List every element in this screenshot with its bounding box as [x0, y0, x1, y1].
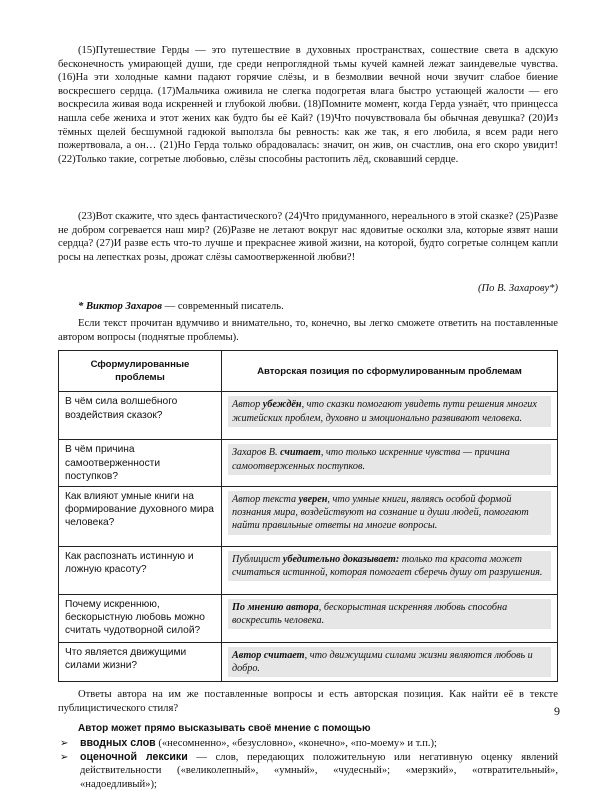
problem-cell: Как влияют умные книги на формирование духовного мира человека?	[59, 486, 222, 546]
table-row	[59, 392, 558, 440]
problem-cell: В чём причина самоотверженности поступков?	[59, 440, 222, 487]
section-subheading: Автор может прямо высказывать своё мнение с помощью	[78, 722, 371, 734]
author-position-paragraph: Ответы автора на им же поставленные вопросы и есть авторская позиция. Как найти её в тексте публицистического стиля?	[58, 689, 558, 714]
position-keyword: убедительно доказывает:	[282, 553, 400, 565]
position-cell	[222, 392, 558, 440]
position-cell	[222, 642, 558, 681]
position-keyword: убеждён	[262, 399, 302, 411]
header-author-position: Авторская позиция по сформулированным проблемам	[222, 351, 558, 392]
problem-cell: Почему искреннюю, бескорыстную любовь можно считать чудотворной силой?	[59, 594, 222, 642]
position-box	[228, 599, 551, 629]
source-attribution: (По В. Захарову*)	[477, 283, 558, 294]
problem-cell: Как распознать истинную и ложную красоту?	[59, 546, 222, 594]
position-keyword: уверен	[298, 493, 328, 505]
list-item-term: вводных слов	[80, 737, 156, 750]
intro-paragraph: Если текст прочитан вдумчиво и внимательно, то, конечно, вы легко сможете ответить на поставленные автором вопросы (поднятые проблемы).	[58, 318, 558, 343]
arrow-bullet-icon: ➢	[60, 738, 69, 750]
position-box	[228, 444, 551, 474]
list-item-text: («несомненно», «безусловно», «конечно», «по-моему» и т.п.);	[155, 738, 438, 750]
position-text: только та красота может считаться истинной, которая помогает сберечь душу от разрушения.	[232, 553, 543, 579]
header-problems: Сформулированные проблемы	[59, 351, 222, 392]
problems-table	[58, 350, 558, 682]
position-box	[228, 396, 551, 426]
position-cell	[222, 440, 558, 487]
position-text: Автор	[232, 399, 263, 411]
methods-list	[58, 737, 558, 791]
position-box	[228, 647, 551, 677]
position-text: , что только искренние чувства — причина самоотверженных поступков.	[232, 447, 510, 472]
position-text: Публицист	[232, 553, 283, 565]
text-paragraph-2: (23)Вот скажите, что здесь фантастического? (24)Что придуманного, нереального в этой сказке? (25)Разве не добром согревается наш мир? (26)Разве не летают вокруг нас ядовитые осколки зла, которые язвят наши сердца? (27)И разве есть что-то лучше и прекраснее живой жизни, на которой, будто согретые солнцем капли росы на лепестках розы, дрожат слёзы самоотверженной любви?!	[58, 211, 558, 263]
position-box	[228, 551, 551, 581]
position-text: , бескорыстная искренняя любовь способна воскресить человека.	[232, 601, 508, 627]
table-row	[59, 486, 558, 546]
table-row	[59, 594, 558, 642]
arrow-bullet-icon: ➢	[60, 751, 69, 763]
table-row	[59, 642, 558, 681]
page-number: 9	[554, 704, 560, 718]
list-item-text: — слов, передающих положительную или негативную оценку явлений действительности («великолепный», «умный», «чудесный»; «мерзкий», «отвратительный», «надоедливый»);	[80, 751, 558, 790]
table-row	[59, 440, 558, 487]
position-cell	[222, 486, 558, 546]
position-box	[228, 491, 551, 535]
footnote-author-name: * Виктор Захаров	[78, 300, 162, 312]
list-item	[58, 751, 558, 792]
table-row	[59, 546, 558, 594]
position-keyword: считает	[280, 447, 321, 459]
position-text: Захаров В.	[232, 447, 281, 459]
position-text: , что умные книги, являясь особой формой познания мира, воздействуют на сознание и души людей, помогают найти правильные ответы на многие вопросы.	[232, 493, 529, 532]
position-text: Автор текста	[232, 493, 299, 505]
position-keyword: По мнению автора	[232, 601, 319, 613]
position-text: , что движущими силами жизни являются любовь и добро.	[232, 649, 533, 675]
position-cell	[222, 546, 558, 594]
list-item-term: оценочной лексики	[80, 750, 188, 763]
table-header-row	[59, 351, 558, 392]
position-cell	[222, 594, 558, 642]
footnote-description: — современный писатель.	[161, 300, 284, 312]
page-content	[58, 44, 558, 792]
problem-cell: Что является движущими силами жизни?	[59, 642, 222, 681]
author-footnote	[58, 300, 558, 314]
text-paragraph-1: (15)Путешествие Герды — это путешествие в духовных пространствах, сошествие света в адскую бесконечность умирающей души, где среди непроглядной тьмы кучей камней лежат заиндевелые чувства. (16)На эти холодные камни падают горячие слёзы, и в безмолвии вечной ночи звучит слабое биение воскресшего сердца. (17)Мальчика оживила не слегка подогретая влага быстро устающей жалости — его воскресила живая вода искренней и глубокой любви. (18)Помните момент, когда Герда узнаёт, что принцесса нашла себе жениха и этот жених как будто бы её Кай? (19)Что почувствовала бы обычная девушка? (20)Из тёмных щелей бесшумной гадюкой выползла бы ревность: как же так, я его любила, я всем ради него пожертвовала, а он… (21)Но Герда только обрадовалась: значит, он жив, он счастлив, она его скоро увидит! (22)Только такие, согретые любовью, слёзы способны растопить лёд, сковавший сердце.	[58, 45, 558, 165]
list-item	[58, 737, 558, 751]
position-keyword: Автор считает	[232, 649, 305, 661]
problem-cell: В чём сила волшебного воздействия сказок?	[59, 392, 222, 440]
position-text: , что сказки помогают увидеть пути решения многих житейских проблем, духовно и эмоционально развивают человека.	[232, 399, 537, 424]
